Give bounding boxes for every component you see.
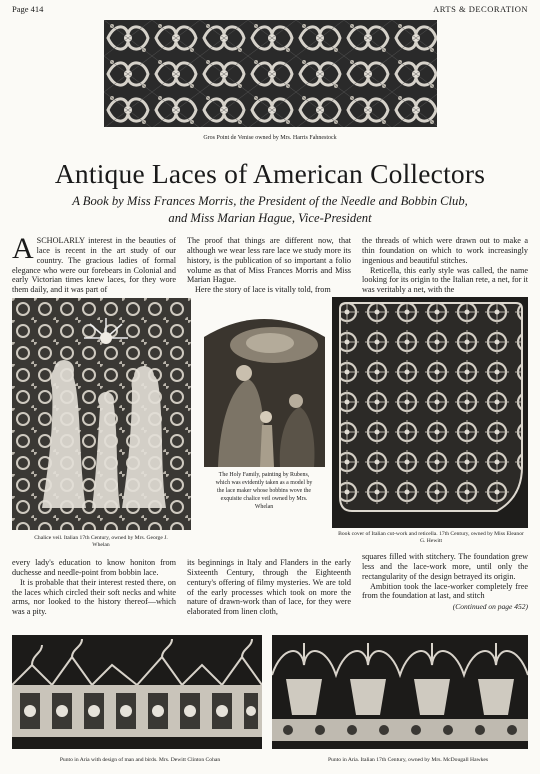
column-1-top <box>12 236 176 296</box>
col3-top-paragraph-2: Reticella, this early style was called, the name looking for its origin to the Italian rete, a net, for it was veritably a net, with the <box>362 265 528 295</box>
column-3-bottom <box>362 552 528 624</box>
column-2-bottom <box>187 558 351 622</box>
article-title: Antique Laces of American Collectors <box>54 158 486 189</box>
top-lace-caption: Gros Point de Venise owned by Mrs. Harris Fahnestock <box>203 135 337 141</box>
book-cover-caption: Book cover of Italian cut-work and reticella. 17th Century, owned by Miss Eleanor G. Hewitt <box>338 531 524 545</box>
chalice-veil-image <box>12 298 191 530</box>
col1-bottom-paragraph-1: every lady's education to know honiton from duchesse and needle-point from bobbin lace. <box>12 558 176 577</box>
col2-top-paragraph-2: Here the story of lace is vitally told, from <box>195 285 331 295</box>
holy-family-caption: The Holy Family, painting by Rubens, which was evidently taken as a model by the lace maker whose bobbins wove the exquisite chalice veil owned by Mrs. Whelan <box>215 472 313 510</box>
col3-bottom-paragraph-1: squares filled with stitchery. The foundation grew less and the lace-work more, until only the rectangularity of the design betrayed its origin. <box>362 552 528 581</box>
magazine-name: ARTS & DECORATION <box>433 4 528 14</box>
punto-in-aria-left-caption: Punto in Aria with design of man and birds. Mrs. Dewitt Clinton Cohan <box>59 757 221 763</box>
col2-bottom-paragraph-1: its beginnings in Italy and Flanders in the early Sixteenth Century, through the Eighteenth century's offering of filmy mysteries. We are told of the early processes which took on more the nature of drawn-work than of lace, for they were elaborated from linen cloth, <box>187 558 351 617</box>
holy-family-painting <box>204 315 325 467</box>
punto-in-aria-right-caption: Punto in Aria. Italian 17th Century, owned by Mrs. McDougall Hawkes <box>327 757 489 763</box>
col2-top-paragraph-1: The proof that things are different now, that although we wear less rare lace we study more its history, is the publication of so important a folio volume as that of Miss Frances Morris and Miss Marian Hague. <box>187 236 351 285</box>
column-2-top <box>187 236 351 296</box>
col3-bottom-paragraph-2: Ambition took the lace-worker completely free from the foundation at last, and stitch <box>362 581 528 601</box>
page-number: Page 414 <box>12 4 44 14</box>
drop-cap: A <box>12 236 34 265</box>
top-lace-image <box>104 20 437 127</box>
byline-line-1: A Book by Miss Frances Morris, the President of the Needle and Bobbin Club, <box>72 194 468 208</box>
col1-bottom-paragraph-2: It is probable that their interest rested there, on the laces which circled their soft necks and white arms, nor looked to the history thereof—which was a pity. <box>12 577 176 617</box>
column-1-bottom <box>12 558 176 622</box>
column-3-top <box>362 236 528 296</box>
col3-top-paragraph-1: the threads of which were drawn out to make a thin foundation on which to work increasingly ingenious and beautiful stitches. <box>362 236 528 265</box>
book-cover-image <box>332 297 528 528</box>
col1-top-paragraph: SCHOLARLY interest in the beauties of lace is recent in the art study of our country. The gracious ladies of formal elegance who were our forebears in Colonial and early Victorian times knew laces, for they wore them daily, and it was part of <box>12 236 176 295</box>
punto-in-aria-left-image <box>12 635 262 749</box>
continued-notice: (Continued on page 452) <box>452 602 528 612</box>
chalice-veil-caption: Chalice veil. Italian 17th Century, owned by Mrs. George J. Whelan <box>34 535 168 549</box>
byline-line-2: and Miss Marian Hague, Vice-President <box>168 211 372 225</box>
punto-in-aria-right-image <box>272 635 528 749</box>
